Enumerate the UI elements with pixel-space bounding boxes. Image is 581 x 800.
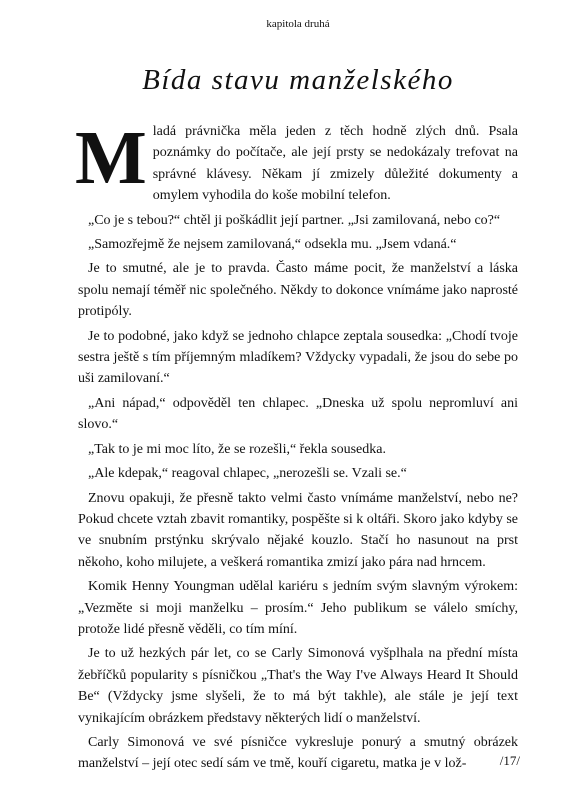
- paragraph: „Co je s tebou?“ chtěl ji poškádlit její partner. „Jsi zamilovaná, nebo co?“: [88, 212, 501, 228]
- drop-cap: M: [75, 116, 147, 200]
- paragraph-1: [75, 116, 518, 207]
- paragraph: „Tak to je mi moc líto, že se rozešli,“ řekla sousedka.: [88, 441, 386, 457]
- running-head: kapitola druhá: [266, 18, 330, 30]
- paragraph: Je to už hezkých pár let, co se Carly Simonová vyšplhala na přední místa žebříčků popularity s písničkou „That's the Way I've Always Heard It Should Be“ (Vždycky jsme slyšeli, že to má být takhle), ale stále je její text vynikajícím obrázkem představy některých lidí o manželství.: [78, 646, 518, 726]
- book-page: [75, 0, 520, 800]
- paragraph: Carly Simonová ve své písničce vykresluje ponurý a smutný obrázek manželství – její otec sedí sám ve tmě, kouří cigaretu, matka je v lož-: [78, 734, 518, 772]
- paragraph: Komik Henny Youngman udělal kariéru s jedním svým slavným výrokem: „Vezměte si moji manželku – prosím.“ Jeho publikum se válelo smíchy, protože lidé přesně věděli, co tím míní.: [78, 579, 518, 637]
- paragraph-1-text: ladá právnička měla jeden z těch hodně zlých dnů. Psala poznámky do počítače, ale její prsty se nedokázaly trefovat na správné klávesy. Někam jí zmizely důležité dokumenty a omylem vyhodila do koše mobilní telefon.: [152, 124, 518, 204]
- paragraph: Je to podobné, jako když se jednoho chlapce zeptala sousedka: „Chodí tvoje sestra ještě s tím příjemným mladíkem? Vždycky vypadali, že jsou do sebe po uši zamilovaní.“: [78, 328, 518, 387]
- chapter-title: Bída stavu manželského: [142, 64, 454, 96]
- paragraph: Znovu opakuji, že přesně takto velmi často vnímáme manželství, nebo ne? Pokud chcete vztah zbavit romantiky, pospěšte si k oltáři. Skoro jako kdyby se ve snubním prstýnku skrývalo nějaké kouzlo. Stačí ho nasunout na prst někoho, koho milujete, a veškerá romantika zmizí jako pára nad hrncem.: [78, 490, 519, 570]
- paragraph: „Ani nápad,“ odpověděl ten chlapec. „Dneska už spolu nepromluví ani slovo.“: [78, 395, 518, 433]
- paragraph: „Ale kdepak,“ reagoval chlapec, „nerozešli se. Vzali se.“: [88, 466, 407, 482]
- paragraph: Je to smutné, ale je to pravda. Často máme pocit, že manželství a láska spolu nemají téměř nic společného. Někdy to dokonce vnímáme jako naprosté protipóly.: [78, 261, 518, 320]
- page-number: /17/: [499, 753, 520, 768]
- body-text: [75, 116, 519, 778]
- paragraph: „Samozřejmě že nejsem zamilovaná,“ odsekla mu. „Jsem vdaná.“: [88, 237, 457, 253]
